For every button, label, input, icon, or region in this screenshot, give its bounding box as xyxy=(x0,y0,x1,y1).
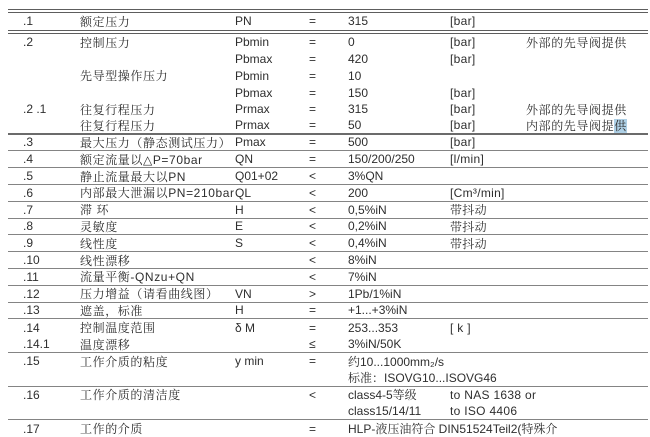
row-relation: < xyxy=(309,219,317,234)
table-row xyxy=(8,387,648,404)
row-value: 315 xyxy=(348,14,369,29)
row-symbol: H xyxy=(235,303,244,318)
row-description: 工作介质的粘度 xyxy=(80,354,169,369)
row-symbol: Pbmin xyxy=(235,68,270,83)
row-relation: < xyxy=(309,185,317,200)
row-relation: < xyxy=(309,253,317,268)
row-value: 150 xyxy=(348,85,369,100)
row-symbol: Prmax xyxy=(235,118,270,133)
row-index: .9 xyxy=(23,236,34,251)
row-symbol: Q01+02 xyxy=(235,169,279,184)
row-value: class15/14/11 xyxy=(348,404,422,419)
row-index: .11 xyxy=(23,269,39,284)
table-row xyxy=(8,353,648,370)
row-index: .1 xyxy=(23,14,34,29)
row-description: 线性漂移 xyxy=(80,253,131,268)
row-description: 额定压力 xyxy=(80,14,131,29)
row-symbol: Pbmax xyxy=(235,51,273,66)
row-value: 1Pb/1%iN xyxy=(348,286,402,301)
table-row xyxy=(8,13,648,34)
row-index: .5 xyxy=(23,169,34,184)
row-unit: to NAS 1638 or xyxy=(450,387,537,402)
table-row xyxy=(8,135,648,152)
row-unit: [bar] xyxy=(450,118,476,133)
row-index: .10 xyxy=(23,253,40,268)
row-description: 往复行程压力 xyxy=(80,102,156,117)
row-value: 3%QN xyxy=(348,169,384,184)
row-value: 3%iN/50K xyxy=(348,337,402,352)
row-note: 外部的先导阀提供 xyxy=(526,35,627,50)
row-relation: < xyxy=(309,269,317,284)
row-description: 控制温度范围 xyxy=(80,321,156,336)
row-value: 150/200/250 xyxy=(348,152,415,167)
row-description: 灵敏度 xyxy=(80,219,118,234)
row-description: 温度漂移 xyxy=(80,337,131,352)
row-unit: [bar] xyxy=(450,135,476,150)
row-relation: < xyxy=(309,169,317,184)
row-unit: [bar] xyxy=(450,51,476,66)
row-symbol: Pbmax xyxy=(235,85,273,100)
row-relation: = xyxy=(309,303,317,318)
row-symbol: Prmax xyxy=(235,102,270,117)
table-row xyxy=(8,185,648,202)
row-unit: [l/min] xyxy=(450,152,485,167)
row-relation: > xyxy=(309,286,317,301)
row-relation: = xyxy=(309,102,317,117)
row-symbol: Pbmin xyxy=(235,35,270,50)
row-relation: = xyxy=(309,421,317,436)
row-note: 外部的先导阀提供 xyxy=(526,102,627,117)
row-value: 50 xyxy=(348,118,362,133)
row-index: .4 xyxy=(23,152,34,167)
table-row xyxy=(8,420,648,437)
row-relation: = xyxy=(309,35,317,50)
row-relation: = xyxy=(309,135,317,150)
row-unit: [bar] xyxy=(450,35,476,50)
row-description: 滞 环 xyxy=(80,203,110,218)
table-row xyxy=(8,101,648,118)
row-unit: 带抖动 xyxy=(450,236,487,251)
row-index: .12 xyxy=(23,286,40,301)
row-value: 10 xyxy=(348,68,362,83)
row-description: 线性度 xyxy=(80,236,118,251)
row-description: 遮盖，标准 xyxy=(80,303,144,318)
row-value: 约10...1000mm₂/s xyxy=(348,354,445,369)
row-unit: [bar] xyxy=(450,102,476,117)
table-row xyxy=(8,303,648,320)
row-index: .14.1 xyxy=(23,337,50,352)
row-description: 静止流量最大以PN xyxy=(80,169,187,184)
row-value: 253...353 xyxy=(348,320,399,335)
row-index: .13 xyxy=(23,303,40,318)
row-relation: = xyxy=(309,68,317,83)
row-symbol: E xyxy=(235,219,244,234)
spec-table xyxy=(0,13,650,437)
row-value: 0 xyxy=(348,35,355,50)
row-description: 工作的介质 xyxy=(80,422,144,437)
row-symbol: H xyxy=(235,202,244,217)
table-row xyxy=(8,403,648,420)
table-row xyxy=(8,34,648,51)
table-row xyxy=(8,67,648,84)
row-relation: = xyxy=(309,354,317,369)
row-value: +1...+3%iN xyxy=(348,303,408,318)
row-value: HLP-液压油符合 DIN51524Teil2(特殊介 xyxy=(348,422,558,437)
table-row xyxy=(8,370,648,387)
row-description: 控制压力 xyxy=(80,35,131,50)
row-relation: = xyxy=(309,320,317,335)
row-unit: [ k ] xyxy=(450,320,471,335)
row-relation: = xyxy=(309,14,317,29)
row-relation: < xyxy=(309,236,317,251)
row-unit: [bar] xyxy=(450,85,476,100)
table-row xyxy=(8,252,648,269)
table-row xyxy=(8,84,648,101)
row-value: 315 xyxy=(348,102,369,117)
row-index: .16 xyxy=(23,387,40,402)
table-row xyxy=(8,118,648,135)
row-index: .15 xyxy=(23,354,40,369)
row-relation: < xyxy=(309,387,317,402)
row-index: .7 xyxy=(23,202,34,217)
row-value: 500 xyxy=(348,135,369,150)
row-relation: = xyxy=(309,51,317,66)
row-relation: = xyxy=(309,152,317,167)
row-value: 420 xyxy=(348,51,369,66)
row-unit: 带抖动 xyxy=(450,203,487,218)
row-description: 最大压力（静态测试压力） xyxy=(80,135,232,150)
row-description: 额定流量以△P=70bar xyxy=(80,152,203,167)
row-description: 往复行程压力 xyxy=(80,118,156,133)
row-description: 压力增益（请看曲线图） xyxy=(80,287,219,302)
row-symbol: δ M xyxy=(235,320,256,335)
table-row xyxy=(8,51,648,68)
row-relation: ≤ xyxy=(309,337,316,352)
row-relation: < xyxy=(309,202,317,217)
row-index: .3 xyxy=(23,135,34,150)
row-symbol: VN xyxy=(235,286,252,301)
table-row xyxy=(8,269,648,286)
row-value: class4-5等级 xyxy=(348,388,417,403)
row-value: 8%iN xyxy=(348,253,377,268)
row-note: 内部的先导阀提供 xyxy=(526,118,627,133)
row-index: .6 xyxy=(23,185,34,200)
row-index: .2 .1 xyxy=(23,102,47,117)
row-description: 流量平衡-QNzu+QN xyxy=(80,270,195,285)
row-symbol: Pmax xyxy=(235,135,266,150)
row-value: 200 xyxy=(348,185,369,200)
table-row xyxy=(8,235,648,252)
row-symbol: QN xyxy=(235,152,253,167)
selection-highlight: 供 xyxy=(614,118,627,133)
row-value: 7%iN xyxy=(348,269,377,284)
table-row xyxy=(8,219,648,236)
row-index: .14 xyxy=(23,320,40,335)
row-value: 标准：ISOVG10...ISOVG46 xyxy=(348,371,497,386)
row-symbol: QL xyxy=(235,185,252,200)
table-row xyxy=(8,286,648,303)
table-row xyxy=(8,336,648,353)
row-value: 0,5%iN xyxy=(348,202,387,217)
row-description: 先导型操作压力 xyxy=(80,69,169,84)
table-row xyxy=(8,168,648,185)
table-row xyxy=(8,319,648,336)
row-description: 工作介质的清洁度 xyxy=(80,388,181,403)
table-row xyxy=(8,151,648,168)
row-relation: = xyxy=(309,118,317,133)
row-relation: = xyxy=(309,85,317,100)
row-symbol: y min xyxy=(235,354,264,369)
row-unit: 带抖动 xyxy=(450,219,487,234)
row-unit: [bar] xyxy=(450,14,476,29)
row-index: .17 xyxy=(23,421,40,436)
row-symbol: S xyxy=(235,236,244,251)
row-unit: [Cm³/min] xyxy=(450,185,505,200)
row-symbol: PN xyxy=(235,14,252,29)
row-index: .2 xyxy=(23,35,34,50)
row-value: 0,4%iN xyxy=(348,236,387,251)
table-row xyxy=(8,202,648,219)
row-index: .8 xyxy=(23,219,34,234)
row-description: 内部最大泄漏以PN=210bar xyxy=(80,186,235,201)
row-unit: to ISO 4406 xyxy=(450,404,518,419)
row-value: 0,2%iN xyxy=(348,219,387,234)
